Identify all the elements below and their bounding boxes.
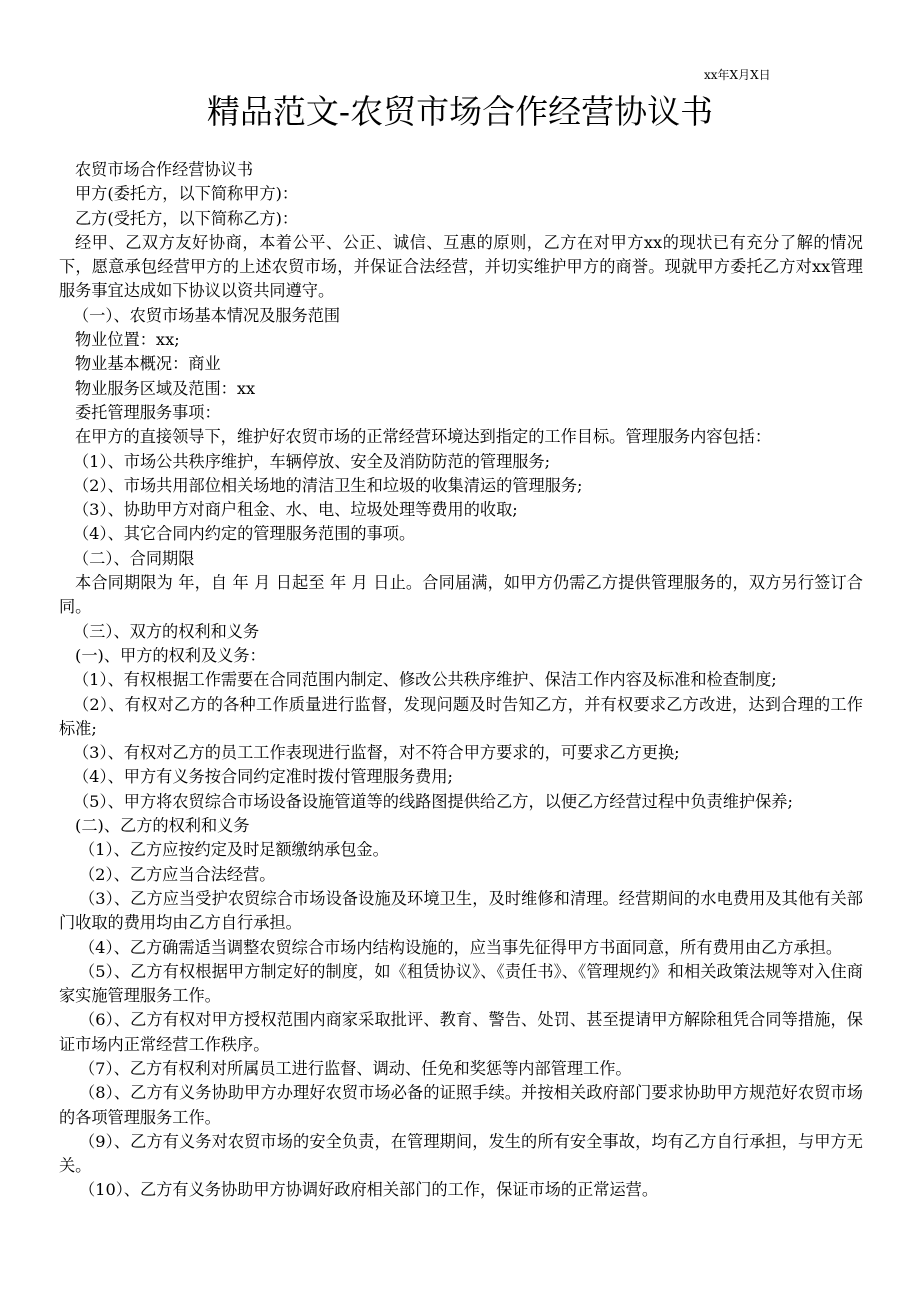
subsection-heading: (二)、乙方的权利和义务	[75, 816, 250, 836]
list-item: （4）、甲方有义务按合同约定准时拨付管理服务费用;	[73, 767, 453, 787]
property-overview: 物业基本概况：商业	[75, 354, 221, 374]
list-item: （3）、协助甲方对商户租金、水、电、垃圾处理等费用的收取;	[73, 500, 518, 520]
section-heading: （三）、双方的权利和义务	[73, 621, 260, 641]
subsection-heading: (一)、甲方的权利及义务：	[75, 645, 266, 665]
list-item: （2）、乙方应当合法经营。	[79, 864, 276, 884]
list-item: （6）、乙方有权对甲方授权范围内商家采取批评、教育、警告、处罚、甚至提请甲方解除租凭合同等措施，保证市场内正常经营工作秩序。	[59, 1010, 863, 1054]
document-body	[59, 158, 863, 1203]
list-item: （5）、甲方将农贸综合市场设备设施管道等的线路图提供给乙方，以便乙方经营过程中负责维护保养;	[73, 791, 793, 811]
party-b-line: 乙方(受托方，以下简称乙方)：	[75, 208, 299, 228]
preamble-paragraph: 经甲、乙双方友好协商，本着公平、公正、诚信、互惠的原则，乙方在对甲方xx的现状已有充分了解的情况下，愿意承包经营甲方的上述农贸市场，并保证合法经营，并切实维护甲方的商誉。现就甲方委托乙方对xx管理服务事宜达成如下协议以资共同遵守。	[59, 232, 863, 301]
list-item: （10）、乙方有义务协助甲方协调好政府相关部门的工作，保证市场的正常运营。	[79, 1180, 659, 1200]
list-item: （8）、乙方有义务协助甲方办理好农贸市场必备的证照手续。并按相关政府部门要求协助甲方规范好农贸市场的各项管理服务工作。	[59, 1083, 863, 1127]
service-scope-paragraph: 在甲方的直接领导下，维护好农贸市场的正常经营环境达到指定的工作目标。管理服务内容包括：	[75, 427, 772, 447]
party-a-line: 甲方(委托方，以下简称甲方)：	[75, 184, 299, 204]
list-item: （4）、其它合同内约定的管理服务范围的事项。	[73, 524, 416, 544]
list-item: （1）、乙方应按约定及时足额缴纳承包金。	[79, 840, 389, 860]
list-item: （1）、市场公共秩序维护，车辆停放、安全及消防防范的管理服务;	[73, 451, 551, 471]
list-item: （7）、乙方有权利对所属员工进行监督、调动、任免和奖惩等内部管理工作。	[79, 1058, 632, 1078]
section-heading: （一）、农贸市场基本情况及服务范围	[73, 305, 341, 325]
contract-term-paragraph: 本合同期限为 年，自 年 月 日起至 年 月 日止。合同届满，如甲方仍需乙方提供管理服务的，双方另行签订合同。	[59, 573, 863, 617]
property-location: 物业位置：xx;	[75, 330, 180, 350]
list-item: （3）、乙方应当受护农贸综合市场设备设施及环境卫生，及时维修和清理。经营期间的水电费用及其他有关部门收取的费用均由乙方自行承担。	[59, 888, 863, 933]
list-item: （3）、有权对乙方的员工工作表现进行监督，对不符合甲方要求的，可要求乙方更换;	[73, 743, 680, 763]
list-item: （2）、有权对乙方的各种工作质量进行监督，发现问题及时告知乙方，并有权要求乙方改进，达到合理的工作标准;	[59, 694, 863, 738]
document-date: xx年X月X日	[704, 68, 771, 82]
section-heading: （二）、合同期限	[73, 548, 195, 568]
list-item: （2）、市场共用部位相关场地的清洁卫生和垃圾的收集清运的管理服务;	[73, 475, 583, 495]
paragraph-heading: 农贸市场合作经营协议书	[75, 160, 254, 179]
entrusted-matters: 委托管理服务事项：	[75, 402, 221, 422]
list-item: （4）、乙方确需适当调整农贸综合市场内结构设施的，应当事先征得甲方书面同意，所有费用由乙方承担。	[79, 937, 843, 957]
document-title: 精品范文-农贸市场合作经营协议书	[206, 92, 714, 131]
list-item: （9）、乙方有义务对农贸市场的安全负责，在管理期间，发生的所有安全事故，均有乙方自行承担，与甲方无关。	[59, 1131, 863, 1176]
list-item: （5）、乙方有权根据甲方制定好的制度，如《租赁协议》、《责任书》、《管理规约》和相关政策法规等对入住商家实施管理服务工作。	[59, 961, 863, 1006]
property-service-area: 物业服务区域及范围：xx	[75, 378, 256, 398]
list-item: （1）、有权根据工作需要在合同范围内制定、修改公共秩序维护、保洁工作内容及标准和检查制度;	[73, 670, 777, 690]
